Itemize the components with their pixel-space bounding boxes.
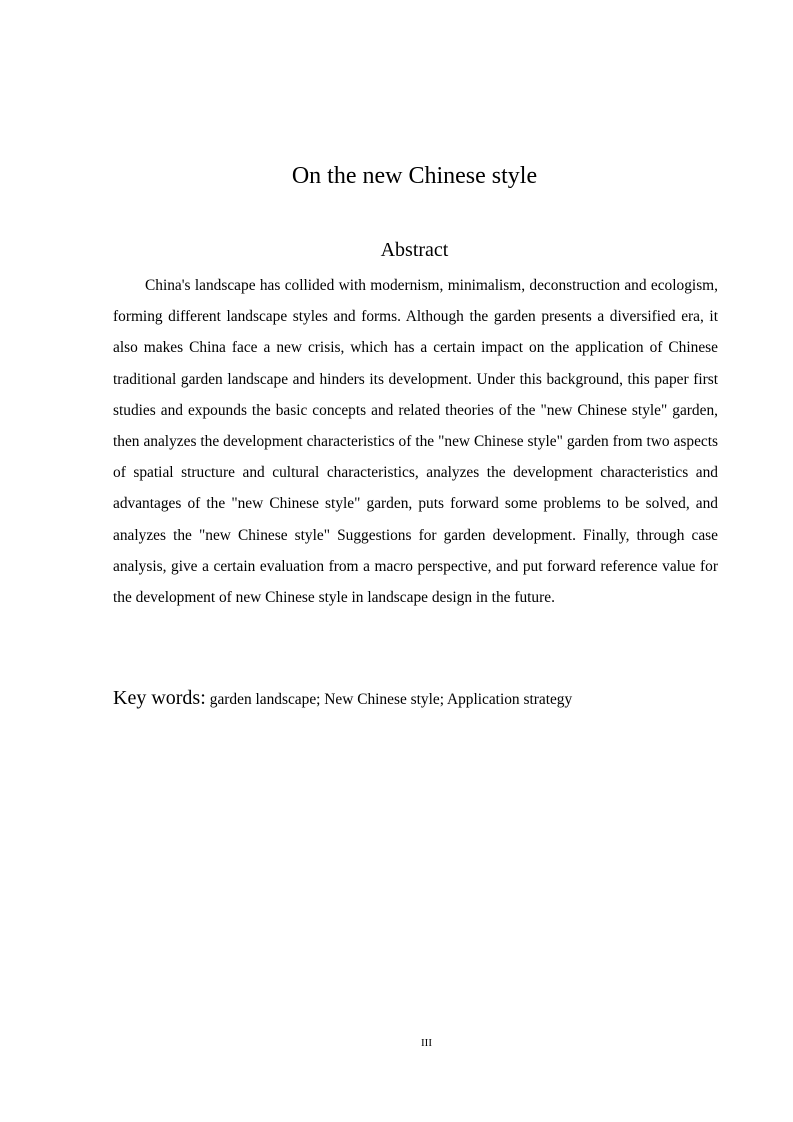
abstract-paragraph: China's landscape has collided with modernism, minimalism, deconstruction and ecologism, forming different landscape styles and forms. Although the garden presents a diversified era, it also makes China face a new crisis, which has a certain impact on the application of Chinese traditional garden landscape and hinders its development. Under this background, this paper first studies and expounds the basic concepts and related theories of the "new Chinese style" garden, then analyzes the development characteristics of the "new Chinese style" garden from two aspects of spatial structure and cultural characteristics, analyzes the development characteristics and advantages of the "new Chinese style" garden, puts forward some problems to be solved, and analyzes the "new Chinese style" Suggestions for garden development. Finally, through case analysis, give a certain evaluation from a macro perspective, and put forward reference value for the development of new Chinese style in landscape design in the future. [113, 277, 718, 607]
keywords-label: Key words: [113, 687, 206, 709]
keywords-text: garden landscape; New Chinese style; Application strategy [209, 691, 573, 708]
page-number: III [421, 1037, 432, 1049]
keywords-line [113, 684, 733, 714]
page-title: On the new Chinese style [291, 163, 538, 189]
abstract-heading: Abstract [380, 239, 449, 261]
